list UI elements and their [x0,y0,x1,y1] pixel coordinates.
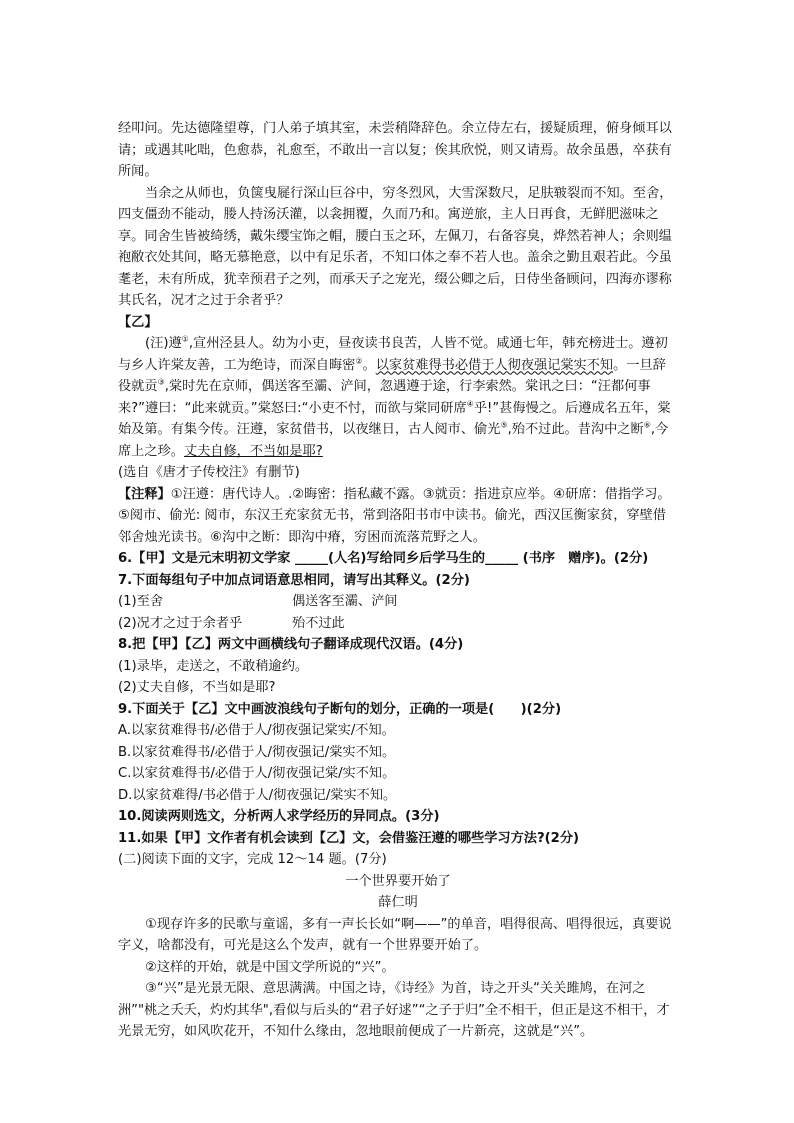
yi-heading: 【乙】 [118,314,158,330]
note-mark-2: ② [355,356,363,366]
article-paragraph-3: ③“兴”是光景无限、意思满满。中国之诗，《诗经》为首，诗之开头“关关雎鸠，在河之洲”"桃之夭夭，灼灼其华",看似与后头的“君子好逑”“之子于归”全不相干，但正是这不相干，才光景无穷，如风吹花开，不知什么缘由，忽地眼前便成了一片新亮，这就是“兴”。 [118,981,670,1039]
yi-paragraph [118,333,678,462]
notes-label: 【注释】 [118,486,171,502]
wavy-underlined-sentence: 以家贫难得书必借于人彻夜强记棠实不知 [375,357,614,373]
question-10: 10.阅读两则选文，分析两人求学经历的异同点。(3分) [118,809,440,824]
article-paragraph-1: ①现存许多的民歌与童谣，多有一声长长如“啊——”的单音，唱得很高、唱得很远，真要说字义，啥都没有，可光是这么个发声，就有一个世界要开始了。 [118,916,672,953]
note-mark-3: ③ [157,377,165,387]
article-author: 薛仁明 [378,895,418,910]
question-7-row-2 [118,613,678,635]
note-mark-1: ① [181,334,189,344]
q7-2-right: 殆不过此 [292,615,345,631]
note-mark-6: ⑥ [643,420,651,430]
question-6: 6.【甲】文是元末明初文学家 _____(人名)写给同乡后学马生的_____ (书序 赠序)。(2分) [118,551,649,566]
yi-text-4: 。一旦辞役就贡 [118,357,666,394]
note-mark-5: ⑤ [500,420,508,430]
section-2-intro: (二)阅读下面的文字，完成 12～14 题。(7分) [118,852,387,867]
question-7: 7.下面每组句子中加点词语意思相同，请写出其释义。(2分) [118,572,470,588]
yi-source: (选自《唐才子传校注》有删节) [118,465,300,480]
question-8-item-1: (1)录毕，走送之，不敢稍逾约。 [118,658,309,674]
notes-text: ①汪遵：唐代诗人。.②晦密：指私藏不露。③就贡：指进京应举。④研席：借指学习。⑤阅市、偷光: 阅市，东汉王充家贫无书，常到洛阳书市中读书。偷光，西汉匡衡家贫，穿壁借邻舍烛光读书。⑥沟中之断：即沟中瘠，穷困而流落荒野之人。 [118,486,671,545]
yi-text-8: ,今席上之珍。 [118,422,669,459]
question-9-option-d: D.以家贫难得/书必借于人/彻夜强记/棠实不知。 [118,787,397,803]
yi-text-1: (汪)遵 [145,336,182,351]
question-8: 8.把【甲】【乙】两文中画横线句子翻译成现代汉语。(4分) [118,637,464,652]
q7-2-left: (2)况才之过于余者乎 [118,615,243,631]
note-mark-4: ④ [466,399,474,409]
q7-1-right: 偶送客至灞、浐间 [292,594,398,609]
question-11: 11.如果【甲】文作者有机会读到【乙】文，会借鉴汪遵的哪些学习方法?(2分) [118,830,580,846]
document-page [118,118,678,1043]
q7-1-left: (1)至舍 [118,594,164,609]
jia-paragraph-2: 当余之从师也，负箧曳屣行深山巨谷中，穷冬烈风，大雪深数尺，足肤皲裂而不知。至舍，四支僵劲不能动，媵人持汤沃灌，以衾拥覆，久而乃和。寓逆旅，主人日再食，无鲜肥滋味之享。同舍生皆被绮绣，戴朱缨宝饰之帽，腰白玉之环，左佩刀，右备容臭，烨然若神人；余则缊袍敝衣处其间，略无慕艳意，以中有足乐者，不知口体之奉不若人也。盖余之勤且艰若此。今虽耄老，未有所成，犹幸预君子之列，而承天子之宠光，缀公卿之后，日侍坐备顾问，四海亦谬称其氏名，况才之过于余者乎？ [118,185,673,308]
yi-text-7: ,殆不过此。昔沟中之断 [507,422,644,437]
question-7-row-1 [118,591,678,613]
underlined-sentence: 丈夫自修，不当如是耶? [183,443,323,459]
yi-text-3: 。 [362,357,376,373]
article-title: 一个世界要开始了 [345,873,451,889]
yi-notes [118,484,678,549]
jia-paragraph-1: 经叩问。先达德隆望尊，门人弟子填其室，未尝稍降辞色。余立侍左右，援疑质理，俯身倾耳以请；或遇其叱咄，色愈恭，礼愈至，不敢出一言以复；俟其欣悦，则又请焉。故余虽愚，卒获有所闻。 [118,121,672,179]
question-9-option-b: B.以家贫难得书/必借于人/彻夜强记/棠实不知。 [118,744,396,760]
question-9-option-c: C.以家贫难得书/必借于人/彻夜强记棠/实不知。 [118,766,396,781]
yi-text-2: ,宣州泾县人。幼为小吏，昼夜读书良苦，人皆不觉。咸通七年，韩充榜进士。遵初与乡人许棠友善，工为绝诗，而深自晦密 [118,336,668,373]
yi-text-5: ,棠时先在京师，偶送客至灞、浐间，忽遇遵于途，行李索然。棠讯之曰：“汪都何事来?”遵曰：“此来就贡。”棠怒曰:“小吏不忖，而欲与棠同研席 [118,379,651,416]
yi-text-6: 乎!”甚侮慢之。后遵成名五年，棠始及第。有集今传。汪遵，家贫借书，以夜继日，古人阅市、偷光 [118,400,671,437]
article-paragraph-2: ②这样的开始，就是中国文学所说的“兴”。 [145,959,395,975]
question-9: 9.下面关于【乙】文中画波浪线句子断句的划分，正确的一项是( )(2分) [118,701,562,717]
question-9-option-a: A.以家贫难得书/必借于人/彻夜强记棠实/不知。 [118,723,395,738]
question-8-item-2: (2)丈夫自修，不当如是耶? [118,680,276,695]
